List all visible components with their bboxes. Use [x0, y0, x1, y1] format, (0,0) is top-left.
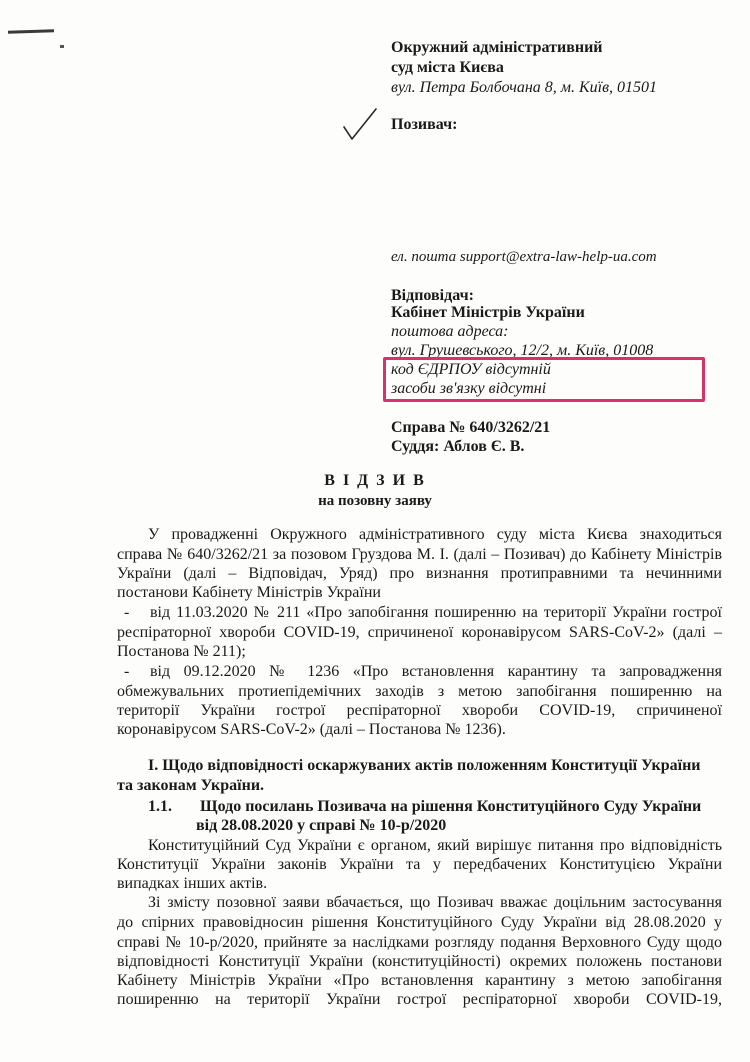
postal-address: вул. Грушевського, 12/2, м. Київ, 01008	[391, 342, 654, 359]
court-name-line2: суд міста Києва	[391, 59, 504, 76]
court-address: вул. Петра Болбочана 8, м. Київ, 01501	[391, 79, 658, 96]
plaintiff-email: ел. пошта support@extra-law-help-ua.com	[391, 249, 657, 265]
paragraph-2-line-2: Конституції України законів України та у передбачених Конституцією України	[117, 856, 722, 873]
judge-name: Суддя: Аблов Є. В.	[391, 438, 525, 455]
court-name-line1: Окружний адміністративний	[391, 39, 603, 56]
paragraph-3-line-6: поширенню на території України гострої респіраторної хвороби COVID-19,	[117, 991, 722, 1008]
bullet-2-line-4: коронавірусом SARS-CoV-2» (далі – Постанова № 1236).	[117, 721, 506, 738]
bullet-1-line-1: від 11.03.2020 № 211 «Про запобігання поширенню на території України гострої	[150, 604, 722, 621]
respondent-label: Відповідач:	[391, 287, 474, 304]
subsection-heading-line-1: Щодо посилань Позивача на рішення Конституційного Суду України	[200, 798, 702, 815]
subsection-heading-line-2: від 28.08.2020 у справі № 10-р/2020	[196, 817, 447, 834]
case-number: Справа № 640/3262/21	[391, 419, 551, 436]
section-heading-line-2: та законам України.	[117, 777, 265, 794]
contact-means: засоби зв'язку відсутні	[391, 380, 547, 397]
paragraph-2-line-3: випадках інших актів.	[117, 875, 268, 892]
paragraph-1-line-3: України (далі – Відповідач, Уряд) про визнання протиправними та нечинними	[117, 565, 722, 582]
highlight-box	[383, 357, 705, 402]
bullet-2-line-2: обмежувальних протиепідемічних заходів з метою запобігання поширенню на	[117, 683, 722, 700]
paragraph-3-line-4: відповідності Конституції України (конституційності) окремих положень постанови	[117, 953, 722, 970]
pen-dot	[60, 45, 64, 48]
paragraph-1-line-2: справа № 640/3262/21 за позовом Груздова М. І. (далі – Позивач) до Кабінету Міністрів	[117, 546, 722, 563]
bullet-1-line-3: Постанова № 211);	[117, 643, 246, 660]
bullet-1-line-2: респіраторної хвороби COVID-19, спричиненої коронавірусом SARS-CoV-2» (далі –	[117, 624, 722, 641]
respondent-name: Кабінет Міністрів України	[391, 304, 585, 321]
bullet-dash-1: -	[124, 604, 130, 621]
edrpou-code: код ЄДРПОУ відсутній	[391, 361, 551, 378]
pen-mark	[8, 29, 54, 34]
paragraph-1-line-4: постанови Кабінету Міністрів України	[117, 584, 381, 601]
postal-label: поштова адреса:	[391, 323, 509, 340]
subsection-number: 1.1.	[148, 798, 172, 815]
paragraph-3-line-5: Кабінету Міністрів України «Про встановлення карантину з метою запобігання	[117, 972, 722, 989]
bullet-2-line-3: території України гострої респіраторної хвороби COVID-19, спричиненої	[117, 702, 722, 719]
paragraph-1-line-1: У провадженні Окружного адміністративного суду міста Києва знаходиться	[148, 526, 722, 543]
document-subtitle: на позовну заяву	[318, 493, 432, 509]
paragraph-3-line-2: до спірних правовідносин рішення Конституційного Суду України від 28.08.2020 у	[117, 914, 722, 931]
paragraph-3-line-1: Зі змісту позовної заяви вбачається, що Позивач вважає доцільним застосування	[148, 894, 722, 911]
checkmark-icon	[340, 105, 380, 145]
bullet-dash-2: -	[124, 663, 130, 680]
plaintiff-label: Позивач:	[391, 116, 458, 133]
document-title: В І Д З И В	[324, 472, 426, 489]
paragraph-3-line-3: справі № 10-р/2020, прийняте за наслідками розгляду подання Верховного Суду щодо	[117, 934, 722, 951]
paragraph-2-line-1: Конституційний Суд України є органом, який вирішує питання про відповідність	[148, 837, 722, 854]
section-heading-line-1: І. Щодо відповідності оскаржуваних актів положенням Конституції України	[148, 757, 701, 774]
bullet-2-line-1: від 09.12.2020 № 1236 «Про встановлення карантину та запровадження	[150, 663, 722, 680]
